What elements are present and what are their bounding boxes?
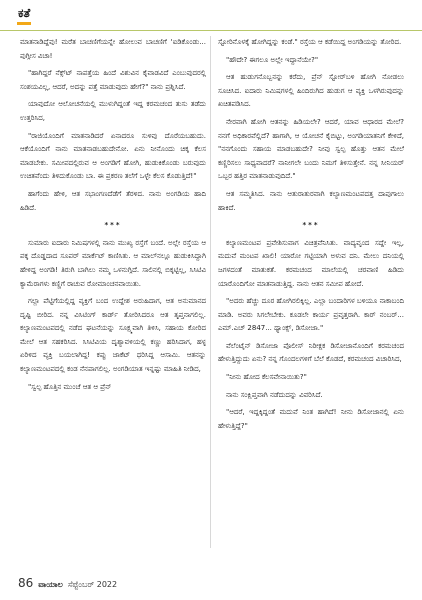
section-separator: *** xyxy=(104,221,122,230)
paragraph: "ಹಾಗಿದ್ದರೆ ನೆಕ್ಸ್‌ಟ್ ನಾಪತ್ತೆಯ ಹಿಂದೆ ವಿಶುವಿನ ಕೈವಾಡವಿದೆ ಎಂಬುವುದರಲ್ಲಿ ಸಂಶಯವಿಲ್ಲ, ಆದರೆ, ಅದನ್ನು ಪತ್ತೆ ಮಾಡುವುದು ಹೇಗೆ?" ನಾನು ಪ್ರಶ್ನಿಸಿದೆ. xyxy=(20,69,206,91)
section-accent-bar xyxy=(17,22,31,25)
paragraph: ಹಾಗೆಂದು ಹೇಳಿ, ಆತ ಸಭಾಂಗಣದೆಡೆಗೆ ತೆರಳಿದ. ನಾನು ಅಂಗಡಿಯ ಹಾದಿ ಹಿಡಿದೆ. xyxy=(20,189,206,212)
page-number: 86 xyxy=(18,576,34,590)
left-column xyxy=(20,36,206,548)
paragraph: "ಹೌದೇ? ಈಗಲೂ ಅಲ್ಲೇ ಇದ್ದಾನೆಯೇ?" xyxy=(226,55,319,64)
paragraph: "ಅದರು ಹೆಚ್ಚು ದೂರ ಹೋಗಿರಲಿಕ್ಕಿಲ್ಲ. ಎಲ್ಲಾ ಬಂದಾರಿಗಳ ಬಳಿಯೂ ನಾಕಾಬಂದಿ ಮಾಡಿ. ಅವರು ಸಿಗಲೇಬೇಕು. ಕೂಡಲೇ ಕಾರ್ಯ ಪ್ರವೃತ್ತರಾಗಿ. ಕಾರ್ ನಂಬರ್... ಎಮ್‌.ಎಚ್ 2847... ಥ್ಯಾಂಕ್ಸ್, ಡಿಸೋಜಾ." xyxy=(218,297,404,333)
paragraph: ನೇರವಾಗಿ ಹೋಗಿ ಆತನನ್ನು ಹಿಡಿಯಲೇ? ಆದರೆ, ಯಾವ ಆಧಾರದ ಮೇಲೆ? ನನಗೆ ಅಧಿಕಾರವೆಲ್ಲಿದೆ? ಹಾಗಾಗಿ, ಆ ಯೋಚನೆ ಕೈಬಿಟ್ಟು, ಅಂಗಡಿಯಾತನಿಗೆ ಕೇಳಿದೆ, "ನನಗೊಂದು ಸಹಾಯ ಮಾಡಬಹುದೇ? ನೀವು ಸ್ವಲ್ಪ ಹೊತ್ತು ಆತನ ಮೇಲೆ ಕಣ್ಣಿರಿಸಲು ಸಾಧ್ಯವಾದರೆ? ನಾನೀಗಲೇ ಬಂದು ನಿಮಗೆ ತಿಳಿಸುತ್ತೇನೆ. ನನ್ನ ಸೀನಿಯರ್ ಒಬ್ಬರ ಹತ್ತಿರ ಮಾತನಾಡುವುದಿದೆ." xyxy=(218,117,404,181)
column-divider xyxy=(210,36,211,548)
magazine-logo: ವಾಯಾಲ xyxy=(38,580,63,589)
paragraph: ಯಾವುದೋ ಆಲೋಚನೆಯಲ್ಲಿ ಮುಳುಗಿದ್ದಂತೆ ಇದ್ದ ಕರಮಚಂದ ತುಸು ತಡೆದು ಉತ್ತರಿಸಿದ, xyxy=(20,100,206,122)
page-header xyxy=(0,0,422,31)
paragraph: "ಆದರೆ, ಇದ್ದಕ್ಕಿದ್ದಂತೆ ಮದುವೆ ನಿಂತ ಹಾಗಿದೆ! ನೀನು ಡಿಸೋಜಾನಲ್ಲಿ ಏನು ಹೇಳುತ್ತಿದ್ದೆ?" xyxy=(218,408,404,430)
section-separator: *** xyxy=(302,221,320,230)
paragraph: ಆತ ಹುಡುಗನೊಬ್ಬನನ್ನು ಕರೆದು, ಪ್ರೆನ್ ಸ್ಟೋರ್‌ಬಳಿ ಹೋಗಿ ನೋಡಲು ಸೂಚಿಸಿದ. ಐದಾರು ನಿಮಿಷಗಳಲ್ಲಿ ಹಿಂದಿರುಗಿದ ಹುಡುಗ ಆ ವ್ಯಕ್ತಿ ಒಳಗಿರುವುದನ್ನು ಖಚಿತಪಡಿಸಿದ. xyxy=(218,73,404,109)
paragraph: ಆತ ಸಮ್ಮತಿಸಿದ. ನಾನು ಆತುರಾತುರವಾಗಿ ಕಲ್ಯಾಣಮಂಟಪದತ್ತ ದಾಪುಗಾಲು ಹಾಕಿದೆ. xyxy=(218,189,404,212)
paragraph: "ರಾಜಿಯೊಂದಿಗೆ ಮಾತನಾಡಿದರೆ ಏನಾದರೂ ಸುಳಿವು ದೊರೆಯಬಹುದು. ಆಕೆಯೊಂದಿಗೆ ನಾನು ಮಾತನಾಡಬಹುದೇನೋ. ಏನು ನೀನೊಂದು ಚಿಕ್ಕ ಕೆಲಸ ಮಾಡಬೇಕು. ಸಮೀಪದಲ್ಲಿರುವ ಆ ಅಂಗಡಿಗೆ ಹೋಗಿ, ಹುಡುಕಿಕೊಂಡು ಬರುವುದು ಉಚಿತವೆಂದು ತಿಳಿದುಕೊಂಡು ಬಾ. ಈ ಪ್ರಕರಣ ತಲೆಗೆ ಒಳ್ಳೇ ಕೆಲಸ ಕೊಡುತ್ತಿದೆ!" xyxy=(20,131,206,181)
section-label: ಕತೆ xyxy=(18,6,31,20)
paragraph: "ಸ್ವಲ್ಪ ಹೊತ್ತಿನ ಮುಂಚೆ ಆತ ಆ ಪ್ರೆನ್ xyxy=(28,382,112,391)
paragraph: ಸ್ಟೋರಿನೊಳಕ್ಕೆ ಹೋಗಿದ್ದನ್ನು ಕಂಡೆ." ರಸ್ತೆಯ ಆ ಕಡೆಯಿದ್ದ ಅಂಗಡಿಯನ್ನು ತೋರಿದ. xyxy=(218,38,402,46)
right-column xyxy=(218,36,404,548)
paragraph: ನಾನು ಸಂಕ್ಷಿಪ್ತವಾಗಿ ನಡೆದುದನ್ನು ವಿವರಿಸಿದೆ. xyxy=(226,390,323,399)
paragraph: ವೆಲೆಂಟೈನ್ ಡಿಸೋಜಾ ಪೊಲೀಸ್ ನಿರೀಕ್ಷಕ ಡಿಸೋಜಾನೊಂದಿಗೆ ಕರಮಚಂದ ಹೇಳುತ್ತಿದ್ದುದು ಏನು? ನನ್ನ ಗೊಂದಲಗಳಿಗೆ ಬೆಲೆ ಕೊಡದೆ, ಕರಮಚಂದ ವಿಚಾರಿಸಿದ, xyxy=(218,341,404,364)
paragraph: "ನೀನು ಹೋದ ಕೆಲಸವೇನಾಯಿತು?" xyxy=(226,373,307,382)
paragraph: ಕಲ್ಯಾಣಮಂಟಪ ಪ್ರವೇಶಿಸುವಾಗ ವಿಚಿತ್ರವೆನಿಸಿತು. ವಾದ್ಯವೃಂದ ಸದ್ದೇ ಇಲ್ಲ, ಮದುವೆ ಮಂಟಪ ಖಾಲಿ! ಯಾರೋ ಗಟ್ಟಿಯಾಗಿ ಅಳುವ ದನಿ. ಮೇಲು ದನಿಯಲ್ಲಿ ಜಗಳದಂತೆ ಮಾತುಕತೆ. ಕರಮಚಂದ ಮಾಲೆಯಲ್ಲಿ ಚರವಾಣಿ ಹಿಡಿದು ಯಾರೊಂದಿಗೋ ಮಾತನಾಡುತ್ತಿದ್ದ. ನಾನು ಆತನ ಸಮೀಪ ಹೋದೆ. xyxy=(218,238,404,288)
paragraph: ಗಲ್ಲಾ ಪೆಟ್ಟಿಗೆಯಲ್ಲಿದ್ದ ವ್ಯಕ್ತಿಗೆ ಬಂದ ಉದ್ದೇಶ ಅರುಹಿದಾಗ, ಆತ ಅನುಮಾನದ ದೃಷ್ಟಿ ಬೀರಿದ. ನನ್ನ ವಿಸಿಟಿಂಗ್ ಕಾರ್ಡ್ ತೋರಿಸಿದರೂ ಆತ ತೃಪ್ತನಾಗಲಿಲ್ಲ. ಕಲ್ಯಾಣಮಂಟಪದಲ್ಲಿ ನಡೆದ ಘಟನೆಯನ್ನು ಸೂಕ್ಷ್ಮವಾಗಿ ತಿಳಿಸಿ, ಸಹಾಯ ಕೋರಿದ ಮೇಲೆ ಆತ ಸಹಕರಿಸಿದ. ಸಿಸಿಟಿವಿಯ ದೃಶ್ಯಾವಳಿಯಲ್ಲಿ ಕಣ್ಣು ಹರಿಸಿದಾಗ, ಹಳ್ಳ ಏರಿಳಿದ ವ್ಯಕ್ತಿ ಬಯಲಾಗಿದ್ದ! ಕಪ್ಪು ಜಾಕೆಟ್ ಧರಿಸಿದ್ದ ಆಸಾಮಿ. ಆತನನ್ನು ಕಲ್ಯಾಣಮಂಟಪದಲ್ಲಿ ಕಂಡ ನೆನಪಾಗಲಿಲ್ಲ. ಅಂಗಡಿಯಾತ ಇನ್ನಷ್ಟು ಮಾಹಿತಿ ನೀಡಿದ, xyxy=(20,297,206,374)
page-footer xyxy=(18,576,117,592)
paragraph: ಸುಮಾರು ಐದಾರು ನಿಮಿಷಗಳಲ್ಲಿ ನಾನು ಮುಖ್ಯ ರಸ್ತೆಗೆ ಬಂದೆ. ಅಲ್ಲೇ ರಸ್ತೆಯ ಆ ಪಕ್ಕ ದೊಡ್ಡದಾದ ಸೂಪರ್ ಮಾರ್ಕೆಟ್ ಕಾಣಿಸಿತು. ಆ ಮಾಲ್‌ನಲ್ಲೂ ಹುಡುಕಿಸಿದ್ದಾಗಿ ಹೇಳಿದ್ದ ಅಂಗಡಿ! ತಿರುಗಿ ಬಾಗಿಲು ನಮ್ಮ ಒಳನುಗ್ಗಿದೆ. ಸಾಲಿನಲ್ಲಿ ಬಿಕ್ಕಟ್ಟಿಲ್ಲ, ಸಿಸಿಟಿವಿ ಕ್ಯಾಮೆರಾಗಳು ಕಣ್ಣಿಗೆ ರಾಚುವ ರೋಮಾಂಚನವಾಯಿತು. xyxy=(20,238,206,288)
issue-date: ಸೆಪ್ಟೆಂಬರ್ 2022 xyxy=(67,580,118,589)
paragraph: ಮಾತನಾಡಿದ್ದೆವು! ಮರೆತ ಬಾಚಣಿಗೆಯನ್ನೇ ಹೋಲುವ ಬಾಚಣಿಗೆ 'ಐಡಿಕೊಂಡು... ಪುಗ್ಗೀಸ ವಿಚಾ! xyxy=(20,38,206,60)
article-body xyxy=(20,36,404,548)
